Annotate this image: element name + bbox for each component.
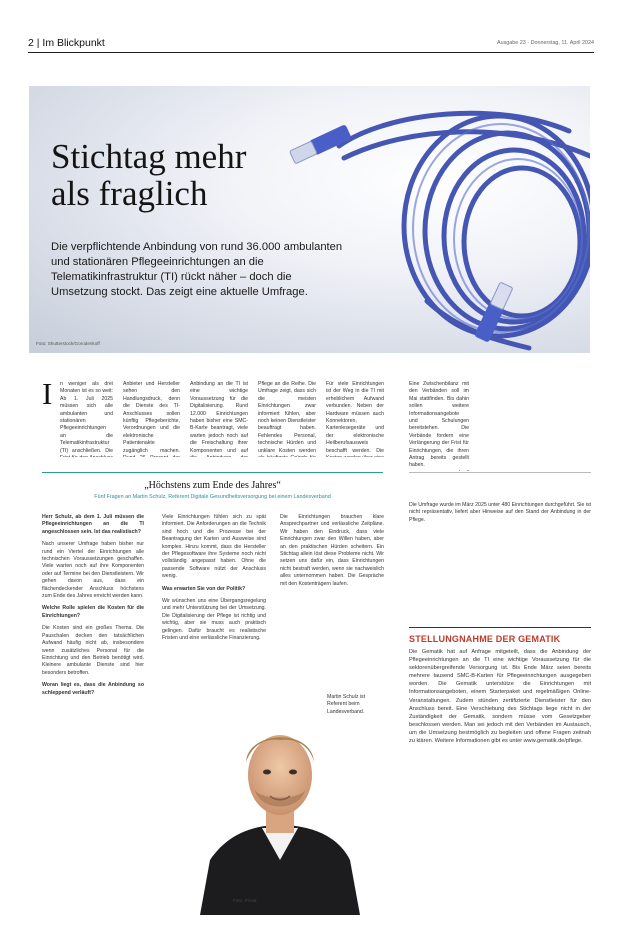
- article-title: Stichtag mehr als fraglich: [51, 137, 247, 213]
- survey-note: Die Umfrage wurde im März 2025 unter 480 Einrichtungen durchgeführt. Sie ist nicht repräsentativ, liefert aber Hinweise auf den Stand der Anbindung in der Pflege.: [409, 502, 591, 523]
- portrait-photo: [200, 700, 360, 915]
- sidebar-rule-gematik: [409, 627, 591, 628]
- hero-photo-credit: Foto: Shutterstock/Gorodenkoff: [36, 341, 100, 346]
- network-cable-illustration: [29, 86, 590, 353]
- sidebar-rule-top: [409, 472, 591, 473]
- interview-portrait: [200, 700, 360, 915]
- intro-column-3: Anbindung an die TI ist eine wichtige Voraussetzung für die Digitalisierung. Rund 12.000 Einrichtungen haben bisher eine SMC-B-Karte beantragt, viele warten jedoch noch auf die Freischaltung ihrer Komponenten und auf: [190, 381, 248, 454]
- page-section-label: 2 | Im Blickpunkt: [28, 37, 105, 49]
- gematik-statement-title: STELLUNGNAHME DER GEMATIK: [409, 634, 561, 644]
- portrait-credit: Foto: Privat: [233, 898, 257, 903]
- intro-column-2: Anbieter und Hersteller sehen den Handlungsdruck, denn die Dienste des TI-Anschlusses sollen künftig Pflegeberichte, Verordnungen und die elektronische Patientenakte zugänglich machen.: [123, 381, 180, 454]
- interview-subtitle: Fünf Fragen an Martin Schulz, Referent Digitale Gesundheitsversorgung bei einem Landesverband: [94, 494, 331, 500]
- hero-image: [29, 86, 590, 353]
- intro-column-4: Pflege an die Reihe. Die Umfrage zeigt, dass sich die meisten Einrichtungen zwar informiert fühlen, aber noch keinen Dienstleister beauftragt haben. Fehlendes Personal, technische Hürden und unklare Kosten werden: [258, 381, 316, 454]
- article-lead: Die verpflichtende Anbindung von rund 36.000 ambulanten und stationären Pflegeeinrichtungen an die Telematikinfrastruktur (TI) rückt näher – doch die Umsetzung stockt. Das zeigt eine aktuelle Umfrage.: [51, 241, 343, 298]
- interview-column-1: Herr Schulz, ab dem 1. Juli müssen die Pflegeeinrichtungen an die TI angeschlossen sein. Ist das realistisch? Nach unserer Umfrage haben bisher nur rund ein Viertel der Einrichtungen alle technischen Voraussetzungen geschaffen. Viele warten noch auf ihre Komponenten oder auf Termine bei den Dienstleistern. Wir gehen davon aus, dass ein flächendeckender Anschluss höchstens zum Ende des Jahres erreicht werden kann. Welche Rolle spielen die Kosten für die Einrichtungen? Die Kosten sind ein großes Thema. Die Pauschalen decken den tatsächlichen Aufwand häufig nicht ab, insbesondere wenn zusätzliches Personal für die Einrichtung und den Betrieb benötigt wird. Kleinere ambulante Dienste sind hier besonders betroffen. Woran liegt es, dass die Anbindung so schleppend verläuft?: [42, 514, 144, 696]
- portrait-caption: Martin Schulz ist Referent beim Landesverband.: [327, 694, 366, 715]
- interview-column-3: Die Einrichtungen brauchen klare Ansprechpartner und verlässliche Zeitpläne. Wir haben den Eindruck, dass viele Einrichtungen zwar den Willen haben, aber an den praktischen Hürden scheitern. Ein Stichtag allein löst diese Probleme nicht. Wir setzen uns dafür ein, dass Einrichtungen nicht bestraft werden, wenn sie nachweislich alles unternommen haben. Die Gespräche mit den Kostenträgern laufen.: [280, 514, 384, 587]
- interview-divider: [42, 472, 383, 473]
- issue-info: Ausgabe 23 · Donnerstag, 11. April 2024: [497, 40, 594, 46]
- intro-column-5: Für viele Einrichtungen ist der Weg in die TI mit erheblichem Aufwand verbunden. Neben der Hardware müssen auch Konnektoren, Kartenlesegeräte und der elektronische Heilberufsausweis beschafft werden. Die: [326, 381, 384, 454]
- header-rule: [28, 52, 594, 53]
- intro-column-1: n weniger als drei Monaten ist es so weit: Ab 1. Juli 2025 müssen sich alle ambulanten und stationären Pflegeeinrichtungen an die Telematikinfrastruktur (TI) anschließen. Die: [60, 381, 113, 454]
- gematik-statement-text: Die Gematik hat auf Anfrage mitgeteilt, dass die Anbindung der Pflegeeinrichtungen an die TI eine wichtige Voraussetzung für die sektorenübergreifende Versorgung ist. Bis Ende März seien bereits mehrere tausend SMC-B-Karten für Pflegeeinrichtungen ausgegeben worden. Die Gematik unterstütze die Einrichtungen mit Informationsangeboten, einem Starterpaket und regelmäßigen Online-Veranstaltungen. Zudem stünden zertifizierte Dienstleister für den Anschluss bereit. Eine Verschiebung des Stichtags liege nicht in der Zuständigkeit der Gematik, sondern müsse vom Gesetzgeber beschlossen werden. Man sei jedoch mit den Verbänden im Austausch, um die Umsetzung bestmöglich zu begleiten und offene Fragen zeitnah zu klären. Weitere Informationen gibt es unter www.gematik.de/pflege.: [409, 649, 591, 745]
- interview-title: „Höchstens zum Ende des Jahres“: [144, 480, 281, 491]
- drop-cap: I: [42, 376, 53, 411]
- interview-column-2: Viele Einrichtungen fühlen sich zu spät informiert. Die Anforderungen an die Technik sind hoch und die Prozesse bei der Beantragung der Karten und Ausweise sind komplex. Hinzu kommt, dass die Hersteller der Pflegesoftware ihre Systeme noch nicht vollständig angepasst haben. Ohne die passende Software nützt der Anschluss wenig. Was erwarten Sie von der Politik? Wir wünschen uns eine Übergangsregelung und mehr Unterstützung bei der Umsetzung. Die Digitalisierung der Pflege ist richtig und wichtig, aber sie muss auch praktisch gelingen. Dafür braucht es realistische Fristen und eine verlässliche Finanzierung.: [162, 514, 266, 642]
- intro-column-6: Eine Zwischenbilanz mit den Verbänden soll im Mai stattfinden. Bis dahin sollen weitere Informationsangebote und Schulungen bereitstehen. Die Verbände fordern eine Verlängerung der Frist für Einrichtungen, die ihren Antrag bereits gestellt haben.: [409, 381, 469, 469]
